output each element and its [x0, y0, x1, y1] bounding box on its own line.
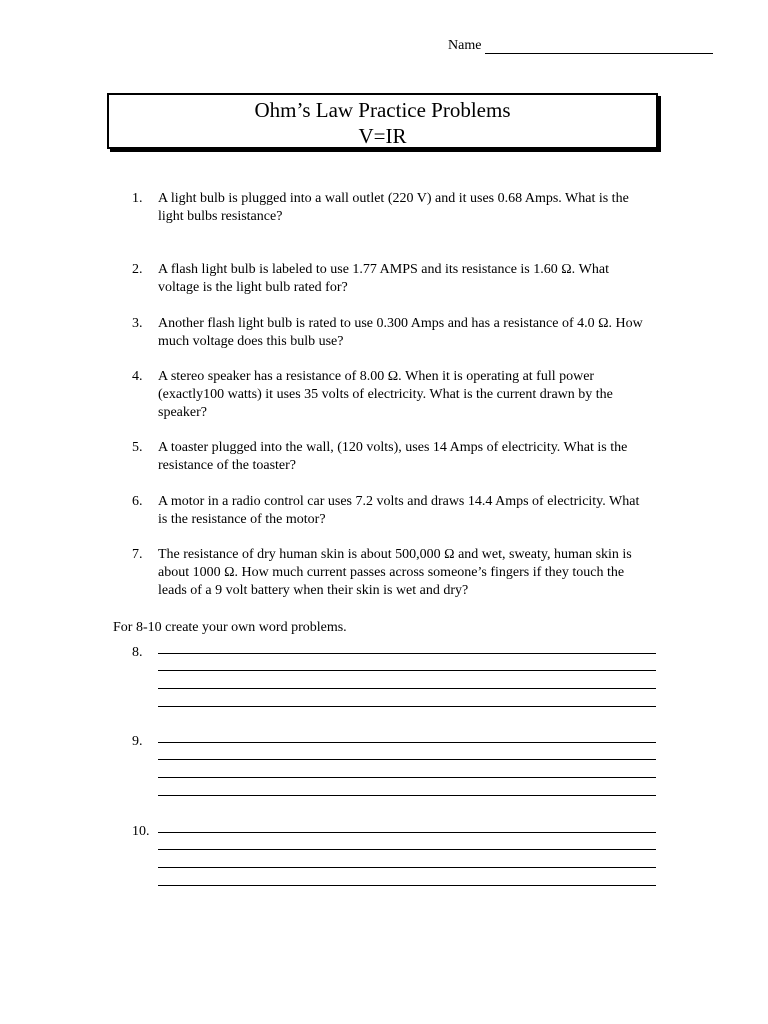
- problem-text: A toaster plugged into the wall, (120 volts), uses 14 Amps of electricity. What is the resistance of the toaster?: [158, 440, 628, 473]
- problem-text: A light bulb is plugged into a wall outlet (220 V) and it uses 0.68 Amps. What is the light bulbs resistance?: [158, 191, 629, 224]
- answer-line[interactable]: [158, 653, 656, 654]
- problem-text: A motor in a radio control car uses 7.2 volts and draws 14.4 Amps of electricity. What is the resistance of the motor?: [158, 494, 640, 527]
- problem-number: 1.: [132, 191, 143, 206]
- problem-item: [132, 546, 652, 600]
- problem-number: 5.: [132, 440, 143, 455]
- problem-number: 3.: [132, 316, 143, 331]
- answer-line[interactable]: [158, 688, 656, 689]
- name-label: Name: [448, 38, 482, 53]
- problem-number: 7.: [132, 547, 143, 562]
- problem-item: [132, 493, 652, 529]
- problem-item: [132, 261, 652, 297]
- problem-text: A stereo speaker has a resistance of 8.00 Ω. When it is operating at full power (exactly100 watts) it uses 35 volts of electricity. What is the current drawn by the speaker?: [158, 369, 613, 420]
- problem-item: [132, 315, 652, 351]
- page-subtitle: V=IR: [358, 124, 407, 148]
- answer-line[interactable]: [158, 670, 656, 671]
- word-problem-number: 9.: [132, 734, 143, 749]
- name-blank-line[interactable]: [485, 39, 713, 54]
- problem-item: [132, 439, 652, 475]
- word-problem-number: 10.: [132, 824, 150, 839]
- answer-line[interactable]: [158, 742, 656, 743]
- instructions: For 8-10 create your own word problems.: [113, 620, 347, 635]
- answer-line[interactable]: [158, 777, 656, 778]
- name-field: [448, 38, 713, 54]
- problem-item: [132, 190, 652, 226]
- page-title: Ohm’s Law Practice Problems: [254, 98, 511, 122]
- answer-line[interactable]: [158, 795, 656, 796]
- problem-text: A flash light bulb is labeled to use 1.77 AMPS and its resistance is 1.60 Ω. What voltage is the light bulb rated for?: [158, 262, 609, 295]
- problem-item: [132, 368, 652, 422]
- problem-number: 4.: [132, 369, 143, 384]
- answer-line[interactable]: [158, 759, 656, 760]
- title-box: [107, 93, 658, 149]
- answer-line[interactable]: [158, 867, 656, 868]
- problem-number: 6.: [132, 494, 143, 509]
- answer-line[interactable]: [158, 885, 656, 886]
- answer-line[interactable]: [158, 849, 656, 850]
- problem-text: The resistance of dry human skin is about 500,000 Ω and wet, sweaty, human skin is about 1000 Ω. How much current passes across someone’s fingers if they touch the leads of a 9 volt battery when their skin is wet and dry?: [158, 547, 632, 598]
- problem-number: 2.: [132, 262, 143, 277]
- answer-line[interactable]: [158, 832, 656, 833]
- problem-text: Another flash light bulb is rated to use 0.300 Amps and has a resistance of 4.0 Ω. How much voltage does this bulb use?: [158, 316, 643, 349]
- answer-line[interactable]: [158, 706, 656, 707]
- word-problem-number: 8.: [132, 645, 143, 660]
